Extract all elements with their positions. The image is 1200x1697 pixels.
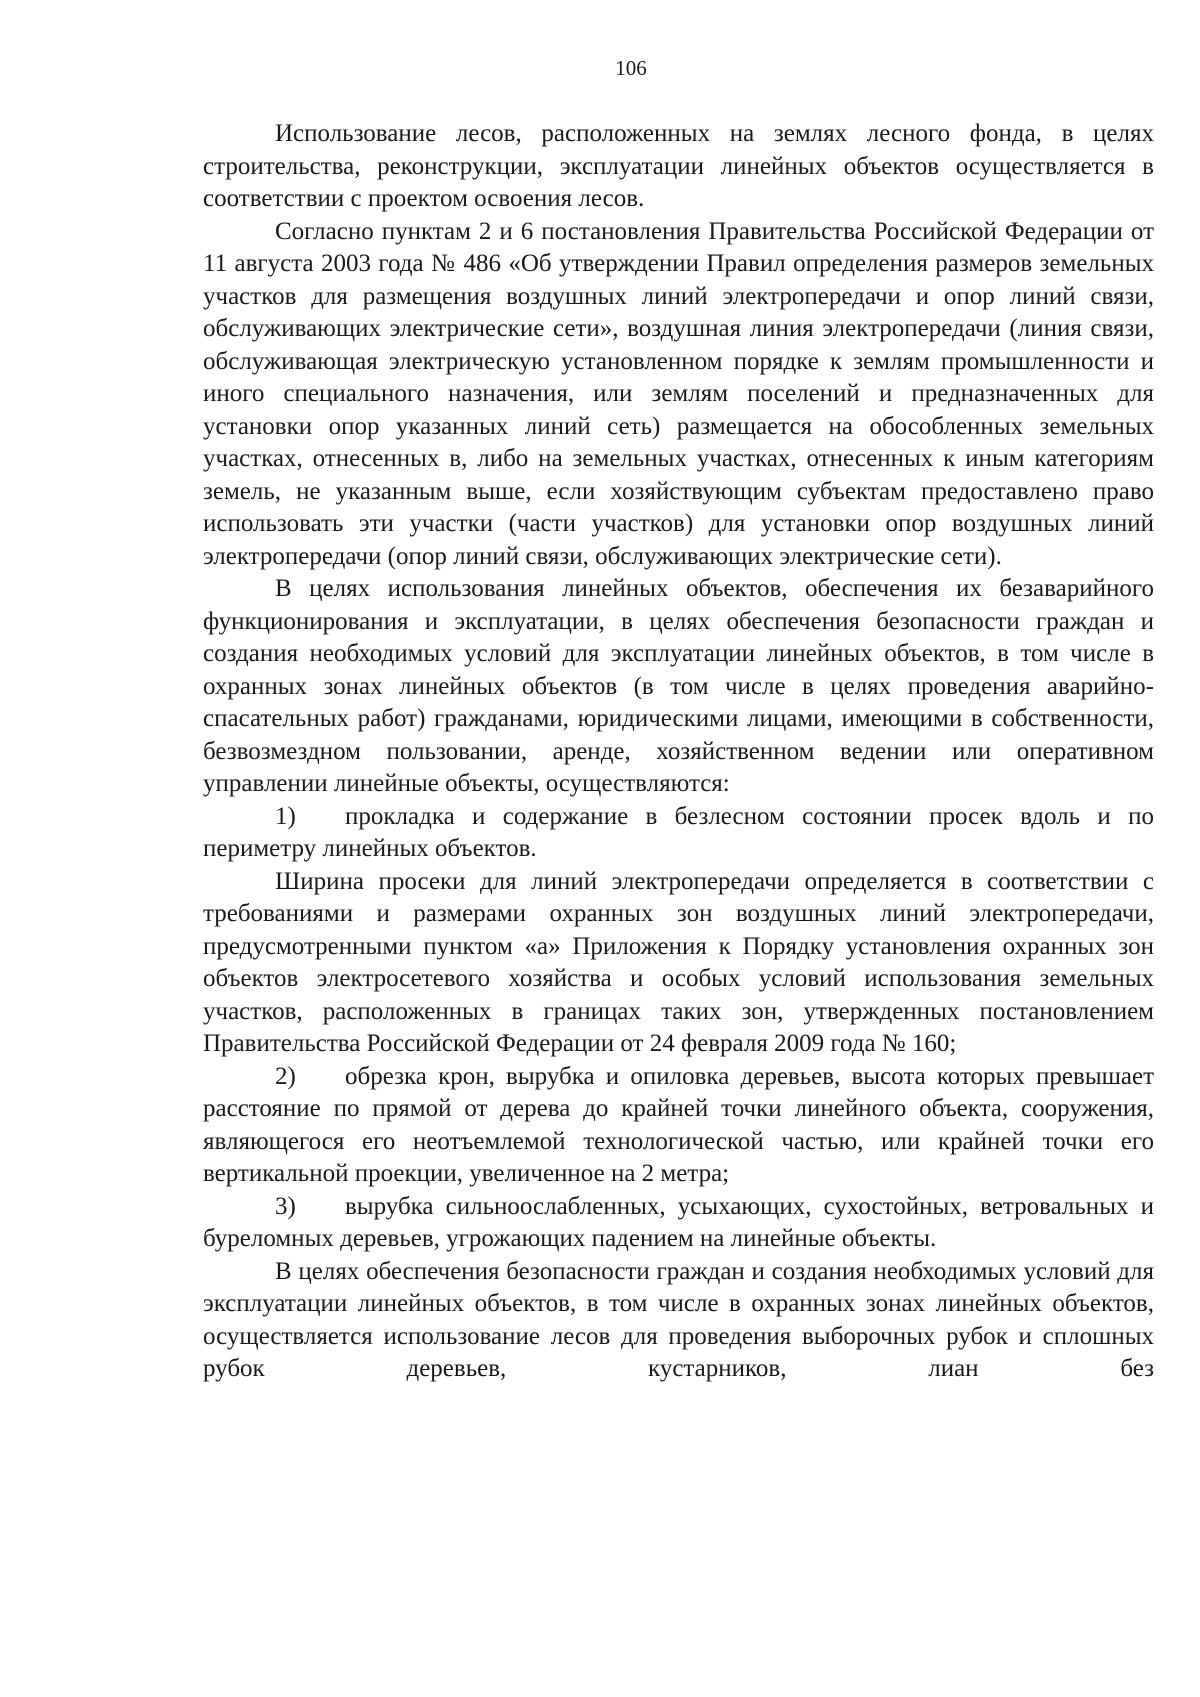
list-item-text: вырубка сильноослабленных, усыхающих, сухостойных, ветровальных и буреломных деревьев, угрожающих падением на линейные объекты.	[203, 1192, 1154, 1252]
paragraph-safety-felling: В целях обеспечения безопасности граждан и создания необходимых условий для эксплуатации линейных объектов, в том числе в охранных зонах линейных объектов, осуществляется использование лесов для проведения выборочных рубок и сплошных рубок деревьев, кустарников, лиан без	[203, 1257, 1154, 1382]
list-item-text: прокладка и содержание в безлесном состоянии просек вдоль и по периметру линейных объектов.	[203, 802, 1154, 862]
page-number: 106	[615, 56, 647, 80]
paragraph-forest-use: Использование лесов, расположенных на землях лесного фонда, в целях строительства, реконструкции, эксплуатации линейных объектов осуществляется в соответствии с проектом освоения лесов.	[203, 120, 1154, 212]
paragraph-government-decree-486: Согласно пунктам 2 и 6 постановления Правительства Российской Федерации от 11 августа 2003 года № 486 «Об утверждении Правил определения размеров земельных участков для размещения воздушных линий электропередачи и опор линий связи, обслуживающих электрические сети», воздушная линия электропередачи (линия связи, обслуживающая электрическую установленном порядке к землям промышленности и иного специального назначения, или землям поселений и предназначенных для установки опор указанных линий сеть) размещается на обособленных земельных участках, отнесенных в, либо на земельных участках, отнесенных к иным категориям земель, не указанным выше, если хозяйствующим субъектам предоставлено право использовать эти участки (части участков) для установки опор воздушных линий электропередачи (опор линий связи, обслуживающих электрические сети).	[203, 217, 1154, 570]
list-item-2	[203, 1061, 1154, 1191]
paragraph-linear-objects-purposes: В целях использования линейных объектов, обеспечения их безаварийного функционирования и эксплуатации, в целях обеспечения безопасности граждан и создания необходимых условий для эксплуатации линейных объектов, в том числе в охранных зонах линейных объектов (в том числе в целях проведения аварийно-спасательных работ) гражданами, юридическими лицами, имеющими в собственности, безвозмездном пользовании, аренде, хозяйственном ведении или оперативном управлении линейные объекты, осуществляются:	[203, 575, 1154, 797]
paragraph-clearing-width: Ширина просеки для линий электропередачи определяется в соответствии с требованиями и размерами охранных зон воздушных линий электропередачи, предусмотренными пунктом «а» Приложения к Порядку установления охранных зон объектов электросетевого хозяйства и особых условий использования земельных участков, расположенных в границах таких зон, утвержденных постановлением Правительства Российской Федерации от 24 февраля 2009 года № 160;	[203, 867, 1154, 1057]
list-item-number: 2)	[275, 1062, 296, 1090]
list-item-number: 3)	[275, 1192, 296, 1220]
list-item-text: обрезка крон, вырубка и опиловка деревьев, высота которых превышает расстояние по прямой от дерева до крайней точки линейного объекта, сооружения, являющегося его неотъемлемой технологической частью, или крайней точки его вертикальной проекции, увеличенное на 2 метра;	[203, 1062, 1154, 1187]
list-item-3	[203, 1191, 1154, 1256]
document-body	[203, 118, 1154, 1386]
list-item-1	[203, 801, 1154, 866]
list-item-number: 1)	[275, 802, 296, 830]
